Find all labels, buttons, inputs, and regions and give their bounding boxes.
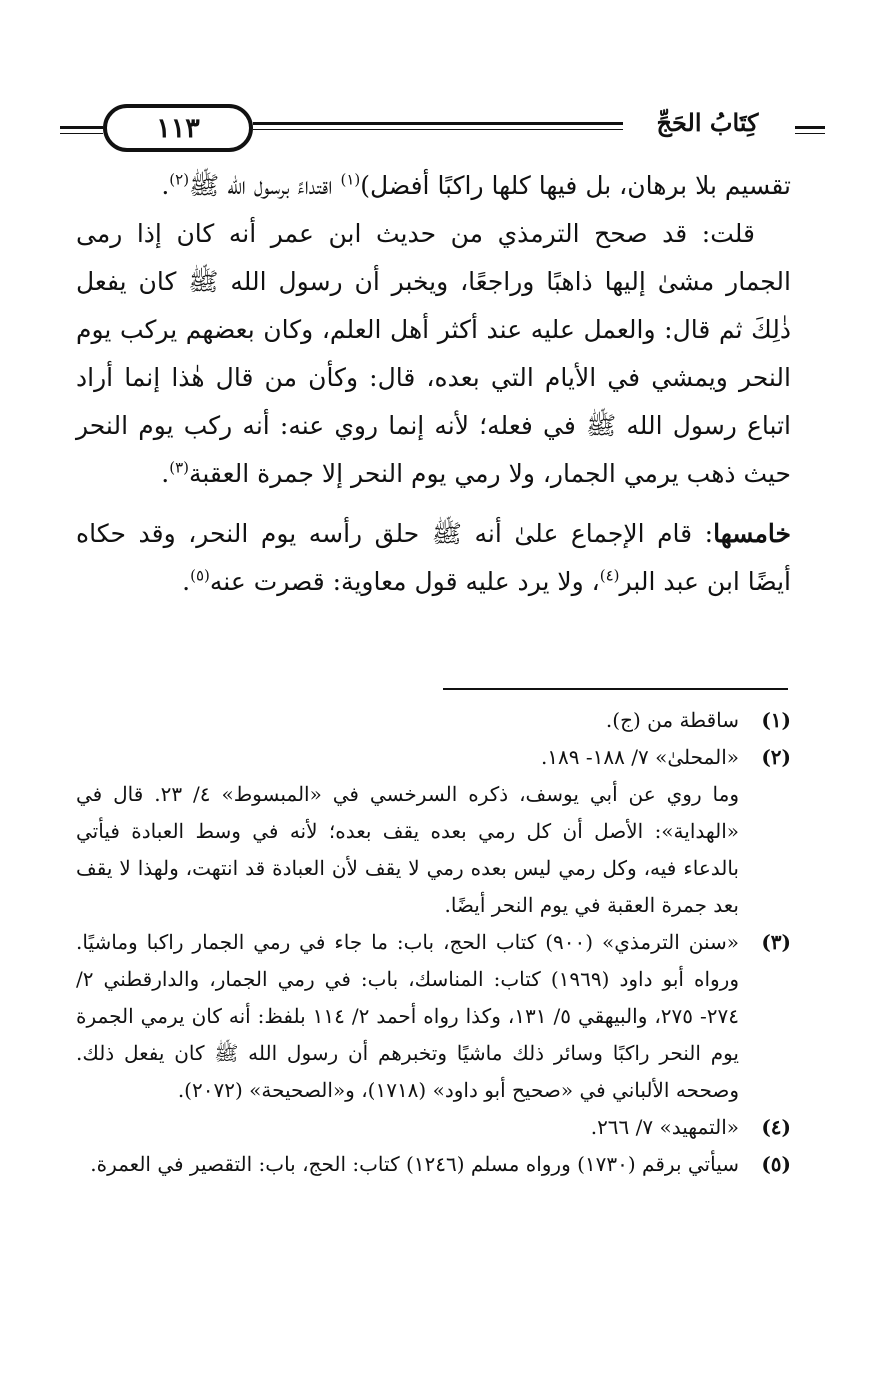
running-header <box>60 100 805 156</box>
paragraph-2-end: . <box>161 459 170 488</box>
footnote-5 <box>76 1146 791 1183</box>
footnotes <box>76 702 791 1183</box>
header-rule-right-thin <box>795 133 825 134</box>
paragraph-1-end: . <box>161 171 170 200</box>
footnote-number: (١) <box>761 708 791 732</box>
paragraph-1-text: تقسيم بلا برهان، بل فيها كلها راكبًا أفضل) <box>360 171 791 200</box>
footnote-text: «المحلىٰ» ٧/ ١٨٨- ١٨٩. <box>540 745 739 769</box>
header-rule-right <box>795 126 825 129</box>
header-rule-middle-thin <box>253 129 623 130</box>
footnote-text: «سنن الترمذي» (٩٠٠) كتاب الحج، باب: ما جاء في رمي الجمار راكبا وماشيًا. ورواه أبو داود (١٩٦٩) كتاب: المناسك، باب: في رمي الجمار، والدارقطني ٢/ ٢٧٤- ٢٧٥، والبيهقي ٥/ ١٣١، وكذا رواه أحمد ٢/ ١١٤ بلفظ: أنه كان يرمي الجمرة يوم النحر راكبًا وسائر ذلك ماشيًا وتخبرهم أن رسول الله ﷺ كان يفعل ذلك. وصححه الألباني في «صحيح أبو داود» (١٧١٨)، و«الصحيحة» (٢٠٧٢). <box>76 930 740 1102</box>
footnote-text: ساقطة من (ج). <box>605 708 739 732</box>
footnote-separator <box>443 688 788 690</box>
page-number: ١١٣ <box>156 112 200 144</box>
footnote-2-continuation: وما روي عن أبي يوسف، ذكره السرخسي في «المبسوط» ٤/ ٢٣. قال في «الهداية»: الأصل أن كل رمي بعده يقف بعده؛ لأنه في وسط العبادة فيأتي بالدعاء فيه، وكل رمي ليس بعده رمي لا يقف لأن العبادة قد انتهت، ولهذا لا يقف بعد جمرة العقبة في يوم النحر أيضًا. <box>76 782 739 917</box>
footnote-text: سيأتي برقم (١٧٣٠) ورواه مسلم (١٢٤٦) كتاب: الحج، باب: التقصير في العمرة. <box>90 1152 739 1176</box>
paragraph-3-lead: خامسها <box>713 519 791 548</box>
footnote-number: (٢) <box>761 745 791 769</box>
header-rule-left <box>60 126 103 129</box>
footnote-1 <box>76 702 791 739</box>
footnote-ref-3: (٣) <box>169 458 189 477</box>
footnote-3 <box>76 924 791 1109</box>
paragraph-3-text-b: ، ولا يرد عليه قول معاوية: قصرت عنه <box>209 567 600 596</box>
header-rule-middle <box>253 122 623 125</box>
paragraph-3 <box>76 510 791 606</box>
footnote-ref-1: (١) <box>340 170 361 189</box>
footnote-text: «التمهيد» ٧/ ٢٦٦. <box>590 1115 739 1139</box>
footnote-number: (٤) <box>761 1115 791 1139</box>
paragraph-2 <box>76 210 791 498</box>
footnote-ref-4: (٤) <box>599 566 620 585</box>
footnote-ref-5: (٥) <box>190 566 210 585</box>
paragraph-2-text: قلت: قد صحح الترمذي من حديث ابن عمر أنه كان إذا رمى الجمار مشىٰ إليها ذاهبًا وراجعًا، ويخبر أن رسول الله ﷺ كان يفعل ذٰلِكَ ثم قال: والعمل عليه عند أكثر أهل العلم، وكان بعضهم يركب يوم النحر ويمشي في الأيام التي بعده، قال: وكأن من قال هٰذا إنما أراد اتباع رسول الله ﷺ في فعله؛ لأنه إنما روي عنه: أنه ركب يوم النحر حيث ذهب يرمي الجمار، ولا رمي يوم النحر إلا جمرة العقبة <box>76 219 791 488</box>
page-number-badge <box>103 104 253 152</box>
paragraph-3-text: : قام الإجماع علىٰ أنه ﷺ حلق رأسه يوم النحر، وقد حكاه أيضًا ابن عبد البر <box>76 519 791 596</box>
book-title: كِتَابُ الحَجِّ <box>656 108 759 137</box>
paragraph-1 <box>76 162 791 210</box>
paragraph-3-end: . <box>182 567 191 596</box>
footnote-2 <box>76 739 791 776</box>
footnote-number: (٣) <box>761 930 791 954</box>
footnote-4 <box>76 1109 791 1146</box>
footnote-number: (٥) <box>761 1152 791 1176</box>
paragraph-1-text-b: اقتداءً برسول الله ﷺ <box>189 171 341 200</box>
main-text <box>76 162 791 606</box>
footnote-ref-2: (٢) <box>169 170 190 189</box>
header-rule-left-thin <box>60 133 103 134</box>
